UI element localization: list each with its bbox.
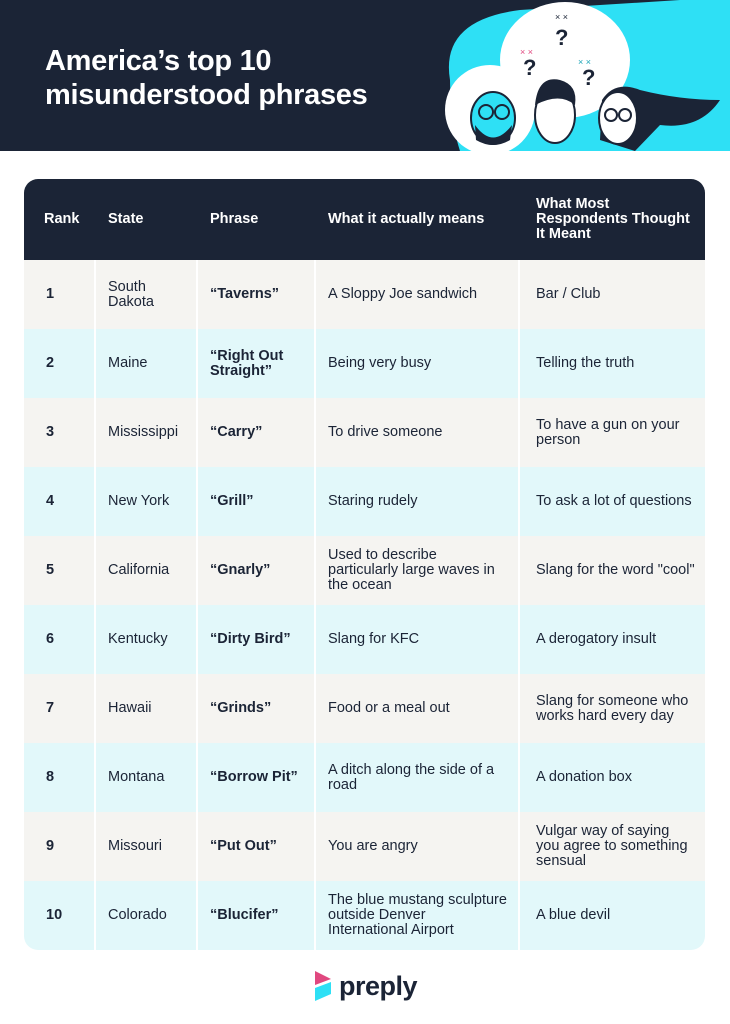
cell-means: Slang for KFC <box>316 605 520 674</box>
table-row <box>24 881 705 950</box>
cell-phrase: “Taverns” <box>198 260 316 329</box>
table-row <box>24 398 705 467</box>
phrases-table <box>24 179 705 950</box>
cell-thought: Bar / Club <box>536 286 601 302</box>
cell-thought: Slang for the word "cool" <box>536 562 695 578</box>
table-row <box>24 812 705 881</box>
table-row <box>24 260 705 329</box>
cell-phrase: “Grinds” <box>198 674 316 743</box>
header-rank: Rank <box>44 211 80 227</box>
table-row <box>24 605 705 674</box>
cell-thought: Vulgar way of saying you agree to something sensual <box>536 823 688 869</box>
cell-means: Used to describe particularly large waves in the ocean <box>316 536 520 605</box>
title-line-2: misunderstood phrases <box>45 79 368 111</box>
cell-rank: 1 <box>24 260 96 329</box>
table-row <box>24 467 705 536</box>
header-phrase: Phrase <box>210 211 259 227</box>
cell-means: You are angry <box>316 812 520 881</box>
confused-people-illustration <box>430 0 730 151</box>
cell-thought: To have a gun on your person <box>536 416 680 448</box>
cell-rank: 8 <box>24 743 96 812</box>
cell-phrase: “Put Out” <box>198 812 316 881</box>
cell-rank: 3 <box>24 398 96 467</box>
svg-text:× ×: × × <box>578 57 592 67</box>
cell-means: To drive someone <box>316 398 520 467</box>
cell-rank: 5 <box>24 536 96 605</box>
cell-rank: 4 <box>24 467 96 536</box>
table-body <box>24 260 705 950</box>
cell-thought: Slang for someone who works hard every day <box>536 692 689 724</box>
header-banner <box>0 0 730 151</box>
brand-name: preply <box>339 970 418 1001</box>
cell-state: Maine <box>96 329 198 398</box>
cell-means: A ditch along the side of a road <box>316 743 520 812</box>
cell-state: Missouri <box>96 812 198 881</box>
cell-state: South Dakota <box>96 260 198 329</box>
cell-rank: 9 <box>24 812 96 881</box>
cell-state: Colorado <box>96 881 198 950</box>
svg-text:?: ? <box>582 65 596 90</box>
header-state: State <box>108 211 144 227</box>
cell-state: California <box>96 536 198 605</box>
cell-thought: Telling the truth <box>536 355 635 371</box>
cell-phrase: “Gnarly” <box>198 536 316 605</box>
cell-rank: 6 <box>24 605 96 674</box>
cell-thought: A derogatory insult <box>536 631 657 647</box>
table-row <box>24 329 705 398</box>
title-line-1: America’s top 10 <box>45 45 272 77</box>
cell-means: Being very busy <box>316 329 520 398</box>
cell-phrase: “Carry” <box>198 398 316 467</box>
cell-state: New York <box>96 467 198 536</box>
cell-phrase: “Right Out Straight” <box>198 329 316 398</box>
svg-text:× ×: × × <box>520 47 534 57</box>
cell-means: A Sloppy Joe sandwich <box>316 260 520 329</box>
cell-state: Montana <box>96 743 198 812</box>
svg-text:?: ? <box>555 25 569 50</box>
svg-text:?: ? <box>523 55 537 80</box>
table-row <box>24 743 705 812</box>
page-title <box>45 44 367 112</box>
table-header <box>24 179 705 260</box>
cell-thought: To ask a lot of questions <box>536 493 692 509</box>
header-thought: What Most Respondents Thought It Meant <box>536 196 690 242</box>
table-row <box>24 674 705 743</box>
preply-logo-icon <box>313 970 333 1002</box>
cell-phrase: “Borrow Pit” <box>198 743 316 812</box>
preply-logo <box>313 970 417 1002</box>
cell-thought: A donation box <box>536 769 632 785</box>
cell-phrase: “Grill” <box>198 467 316 536</box>
cell-rank: 7 <box>24 674 96 743</box>
cell-rank: 2 <box>24 329 96 398</box>
cell-state: Hawaii <box>96 674 198 743</box>
cell-state: Kentucky <box>96 605 198 674</box>
cell-thought: A blue devil <box>536 907 611 923</box>
header-means: What it actually means <box>328 211 485 227</box>
cell-means: Staring rudely <box>316 467 520 536</box>
svg-text:× ×: × × <box>555 12 569 22</box>
cell-means: The blue mustang sculpture outside Denver International Airport <box>316 881 520 950</box>
cell-rank: 10 <box>24 881 96 950</box>
cell-means: Food or a meal out <box>316 674 520 743</box>
table-row <box>24 536 705 605</box>
cell-phrase: “Blucifer” <box>198 881 316 950</box>
cell-state: Mississippi <box>96 398 198 467</box>
cell-phrase: “Dirty Bird” <box>198 605 316 674</box>
